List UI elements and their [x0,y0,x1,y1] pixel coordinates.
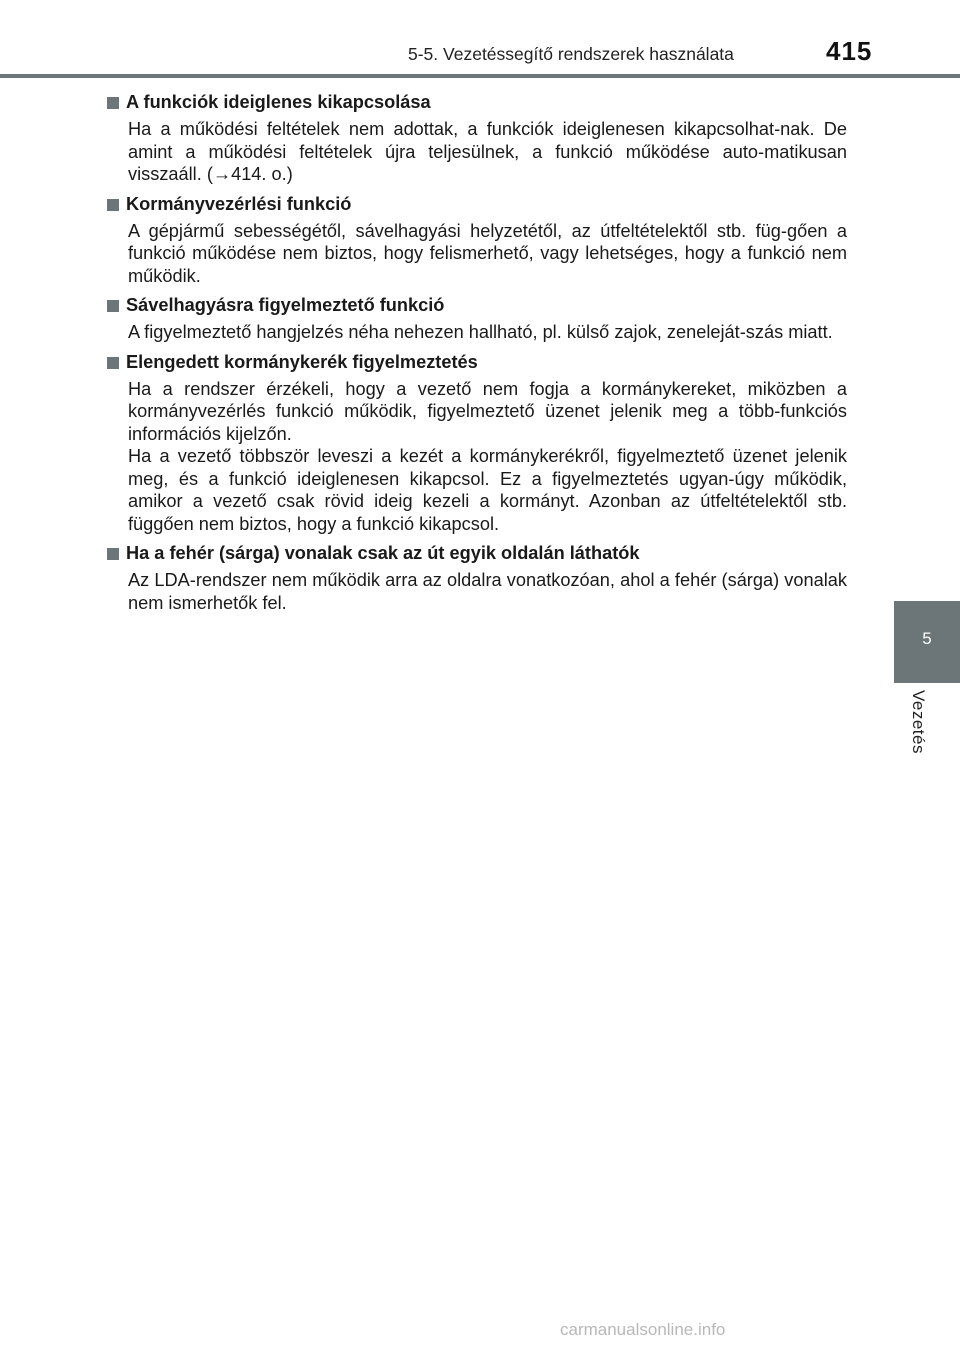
section-heading-text: Kormányvezérlési funkció [126,193,352,214]
section-steering-control [107,192,847,288]
watermark: carmanualsonline.info [560,1320,726,1339]
header-divider [0,74,960,78]
section-heading [107,90,847,114]
section-heading [107,541,847,565]
running-header-title: 5-5. Vezetéssegítő rendszerek használata [408,44,734,64]
paragraph-part: Ha a rendszer érzékeli, hogy a vezető nem fogja a kormánykereket, miközben a kormányvezérlés funkció működik, figyelmeztető üzenet jelenik meg a több-funkciós információs kijelzőn. [128,378,847,444]
paragraph-part: Ha a vezető többször leveszi a kezét a kormánykerékről, figyelmeztető üzenet jelenik meg, és a funkció ideiglenesen kikapcsol. Ez a figyelmeztetés ugyan-úgy működik, amikor a vezető csak rövid ideig kezeli a kormányt. Azonban az útfeltételektől stb. függően nem biztos, hogy a funkció kikapcsol. [128,446,847,534]
section-heading-text: A funkciók ideiglenes kikapcsolása [126,92,431,112]
square-bullet-icon [107,97,119,109]
section-heading [107,192,847,216]
main-content [107,90,847,620]
section-hands-off-warning [107,350,847,536]
section-heading [107,293,847,317]
section-lane-departure-warning [107,293,847,344]
square-bullet-icon [107,357,119,369]
page-number: 415 [826,36,873,66]
section-heading-text: Sávelhagyásra figyelmeztető funkció [126,295,445,315]
chapter-number: 5 [922,629,932,648]
section-heading-text: Ha a fehér (sárga) vonalak csak az út egyik oldalán láthatók [126,543,640,563]
section-heading-text: Elengedett kormánykerék figyelmeztetés [126,351,478,372]
section-paragraph: A gépjármű sebességétől, sávelhagyási helyzetétől, az útfeltételektől stb. füg-gően a funkció működése nem biztos, hogy felismerhető, vagy lehetséges, hogy a funkció nem működik. [128,220,847,286]
square-bullet-icon [107,199,119,211]
section-temporary-disable [107,90,847,186]
section-paragraph: Az LDA-rendszer nem működik arra az oldalra vonatkozóan, ahol a fehér (sárga) vonalak nem ismerhetők fel. [128,570,847,613]
section-heading [107,350,847,374]
square-bullet-icon [107,300,119,312]
section-paragraph: A figyelmeztető hangjelzés néha nehezen hallható, pl. külső zajok, zeneleját-szás miatt. [128,322,833,342]
chapter-tab [894,601,960,683]
square-bullet-icon [107,548,119,560]
section-paragraph [128,378,847,536]
section-paragraph: Ha a működési feltételek nem adottak, a funkciók ideiglenesen kikapcsolhat-nak. De amint a működési feltételek újra teljesülnek, a funkció működése auto-matikusan visszaáll. (→414. o.) [128,119,847,184]
chapter-label: Vezetés [909,690,928,754]
section-one-side-lines [107,541,847,614]
